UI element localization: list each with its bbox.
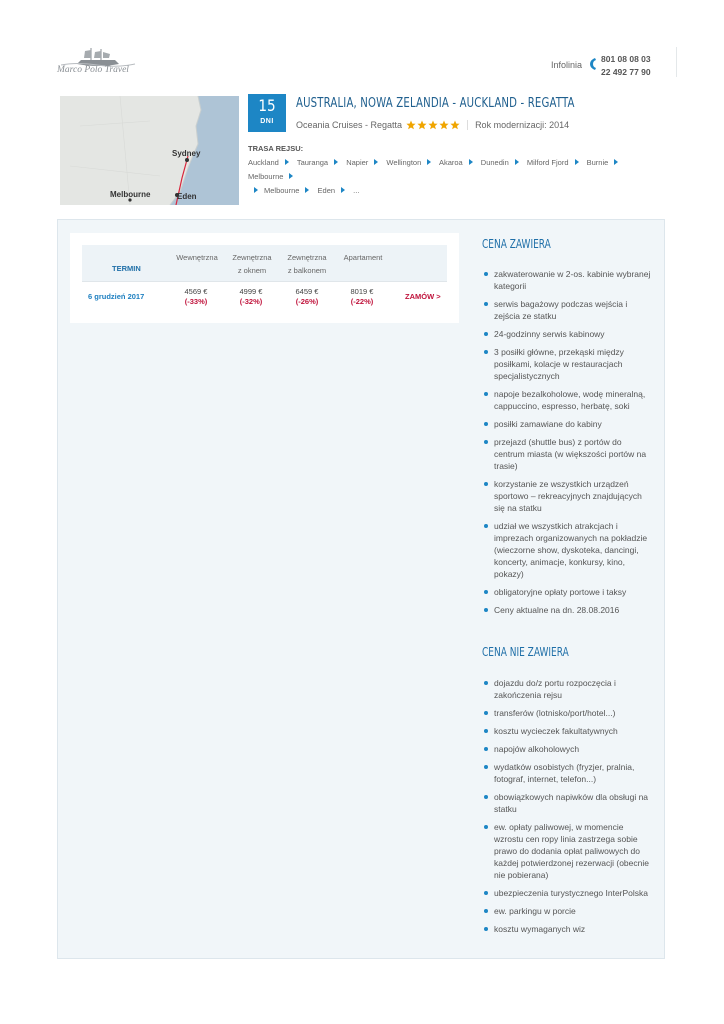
list-item: posiłki zamawiane do kabiny <box>484 418 654 430</box>
star-icon <box>406 120 416 130</box>
rating-stars <box>406 120 460 130</box>
map-label-melbourne: Melbourne <box>110 190 151 199</box>
route-label: TRASA REJSU: <box>248 144 304 153</box>
cruise-subline <box>296 120 569 130</box>
departure-date: 6 grudzień 2017 <box>88 292 145 301</box>
list-item: przejazd (shuttle bus) z portów do centrum miasta (w większości portów na trasie) <box>484 436 654 472</box>
duration-days-number: 15 <box>258 96 276 115</box>
phone-number-2[interactable]: 22 492 77 90 <box>601 67 651 77</box>
infolinia-label: Infolinia <box>551 60 583 70</box>
route-stop-label: Wellington <box>386 158 422 167</box>
column-oceanview <box>226 251 278 277</box>
route-stop <box>248 158 295 167</box>
chevron-right-icon <box>515 159 519 165</box>
route-stop <box>264 186 315 195</box>
cruise-operator: Oceania Cruises - Regatta <box>296 120 403 130</box>
route-stop <box>587 158 625 167</box>
price-balcony-discount: (-26%) <box>295 297 319 306</box>
list-item: ubezpieczenia turystycznego InterPolska <box>484 887 654 899</box>
phone-number-1[interactable]: 801 08 08 03 <box>601 54 651 64</box>
map-label-sydney: Sydney <box>172 149 201 158</box>
route-stop-label: Akaroa <box>438 158 463 167</box>
price-balcony-value: 6459 € <box>295 287 319 296</box>
price-suite <box>342 287 382 307</box>
chevron-right-icon <box>427 159 431 165</box>
list-item: kosztu wycieczek fakultatywnych <box>484 725 654 737</box>
chevron-right-icon <box>334 159 338 165</box>
price-oceanview-discount: (-32%) <box>239 297 263 306</box>
route-stop <box>346 158 384 167</box>
price-suite-value: 8019 € <box>350 287 374 296</box>
duration-days-label: DNI <box>260 118 274 125</box>
chevron-right-icon <box>254 187 258 193</box>
price-oceanview-value: 4999 € <box>239 287 263 296</box>
price-balcony <box>287 287 327 307</box>
route-stop-label: Burnie <box>586 158 609 167</box>
excluded-title: CENA NIE ZAWIERA <box>482 644 569 659</box>
price-interior <box>176 287 216 307</box>
route-stop <box>248 172 299 181</box>
list-item: obligatoryjne opłaty portowe i taksy <box>484 586 654 598</box>
route-stop-label: ... <box>353 186 360 195</box>
price-interior-discount: (-33%) <box>184 297 208 306</box>
list-item: kosztu wymaganych wiz <box>484 923 654 935</box>
list-item: 3 posiłki główne, przekąski między posiłkami, kolacje w restauracjach specjalistycznych <box>484 346 654 382</box>
order-button[interactable]: ZAMÓW > <box>405 292 441 301</box>
chevron-right-icon <box>289 173 293 179</box>
chevron-right-icon <box>285 159 289 165</box>
star-icon <box>450 120 460 130</box>
route-stop-label: Eden <box>317 186 336 195</box>
list-item: obowiązkowych napiwków dla obsługi na statku <box>484 791 654 815</box>
chevron-right-icon <box>374 159 378 165</box>
price-interior-value: 4569 € <box>184 287 208 296</box>
list-item: zakwaterowanie w 2-os. kabinie wybranej kategorii <box>484 268 654 292</box>
star-icon <box>439 120 449 130</box>
route-stop-label: Melbourne <box>248 172 284 181</box>
route-list <box>248 156 668 198</box>
column-suite-line1: Apartament <box>343 253 383 262</box>
map-label-eden: Eden <box>177 192 197 201</box>
list-item: dojazdu do/z portu rozpoczęcia i zakończenia rejsu <box>484 677 654 701</box>
list-item: 24-godzinny serwis kabinowy <box>484 328 654 340</box>
route-map <box>60 96 239 205</box>
route-stop <box>527 158 585 167</box>
column-balcony-line2: z balkonem <box>287 266 327 275</box>
list-item: ew. parkingu w porcie <box>484 905 654 917</box>
phone-numbers <box>601 53 651 79</box>
list-item: serwis bagażowy podczas wejścia i zejścia ze statku <box>484 298 654 322</box>
list-item: Ceny aktualne na dn. 28.08.2016 <box>484 604 654 616</box>
route-stop-label: Melbourne <box>264 186 300 195</box>
column-suite <box>337 251 389 264</box>
route-stop <box>386 158 437 167</box>
price-suite-discount: (-22%) <box>350 297 374 306</box>
route-stop <box>297 158 344 167</box>
column-oceanview-line1: Zewnętrzna <box>232 253 272 262</box>
logo-text: Marco Polo Travel <box>57 65 129 75</box>
chevron-right-icon <box>341 187 345 193</box>
route-stop-label: Napier <box>346 158 369 167</box>
list-item: napoje bezalkoholowe, wodę mineralną, cappuccino, espresso, herbatę, soki <box>484 388 654 412</box>
column-balcony-line1: Zewnętrzna <box>287 253 327 262</box>
route-stop-label: Tauranga <box>296 158 329 167</box>
route-stop-label: Auckland <box>248 158 279 167</box>
list-item: napojów alkoholowych <box>484 743 654 755</box>
chevron-right-icon <box>305 187 309 193</box>
column-termin: TERMIN <box>112 264 141 273</box>
route-stop-label: Dunedin <box>480 158 509 167</box>
excluded-list <box>484 677 654 941</box>
chevron-right-icon <box>614 159 618 165</box>
route-stop <box>481 158 525 167</box>
modernization-year: Rok modernizacji: 2014 <box>475 120 570 130</box>
route-stop <box>353 186 359 195</box>
chevron-right-icon <box>469 159 473 165</box>
column-interior <box>171 251 223 264</box>
list-item: wydatków osobistych (fryzjer, pralnia, fotograf, internet, telefon...) <box>484 761 654 785</box>
chevron-right-icon <box>575 159 579 165</box>
list-item: ew. opłaty paliwowej, w momencie wzrostu cen ropy linia zastrzega sobie prawo do dodania opłat paliwowych do każdej potwierdzonej rezerwacji (obecnie nie pobierana) <box>484 821 654 881</box>
included-list <box>484 268 654 622</box>
column-balcony <box>281 251 333 277</box>
price-oceanview <box>231 287 271 307</box>
header-divider <box>676 47 677 77</box>
duration-badge <box>248 94 286 132</box>
cruise-title: AUSTRALIA, NOWA ZELANDIA - AUCKLAND - REGATTA <box>296 96 575 111</box>
phone-icon <box>588 57 598 71</box>
list-item: transferów (lotnisko/port/hotel...) <box>484 707 654 719</box>
list-item: udział we wszystkich atrakcjach i imprezach organizowanych na pokładzie (wieczorne show, dyskoteka, dancingi, koncerty, animacje, konkursy, kino, pokazy) <box>484 520 654 580</box>
route-stop <box>439 158 479 167</box>
list-item: korzystanie ze wszystkich urządzeń sportowo – rekreacyjnych znajdujących się na statku <box>484 478 654 514</box>
star-icon <box>417 120 427 130</box>
included-title: CENA ZAWIERA <box>482 236 551 251</box>
route-stop <box>318 186 352 195</box>
column-oceanview-line2: z oknem <box>237 266 267 275</box>
logo[interactable] <box>57 46 139 80</box>
route-stop-label: Milford Fjord <box>526 158 569 167</box>
table-row-divider <box>82 281 447 282</box>
column-interior-line1: Wewnętrzna <box>176 253 218 262</box>
star-icon <box>428 120 438 130</box>
subline-separator <box>467 120 468 130</box>
